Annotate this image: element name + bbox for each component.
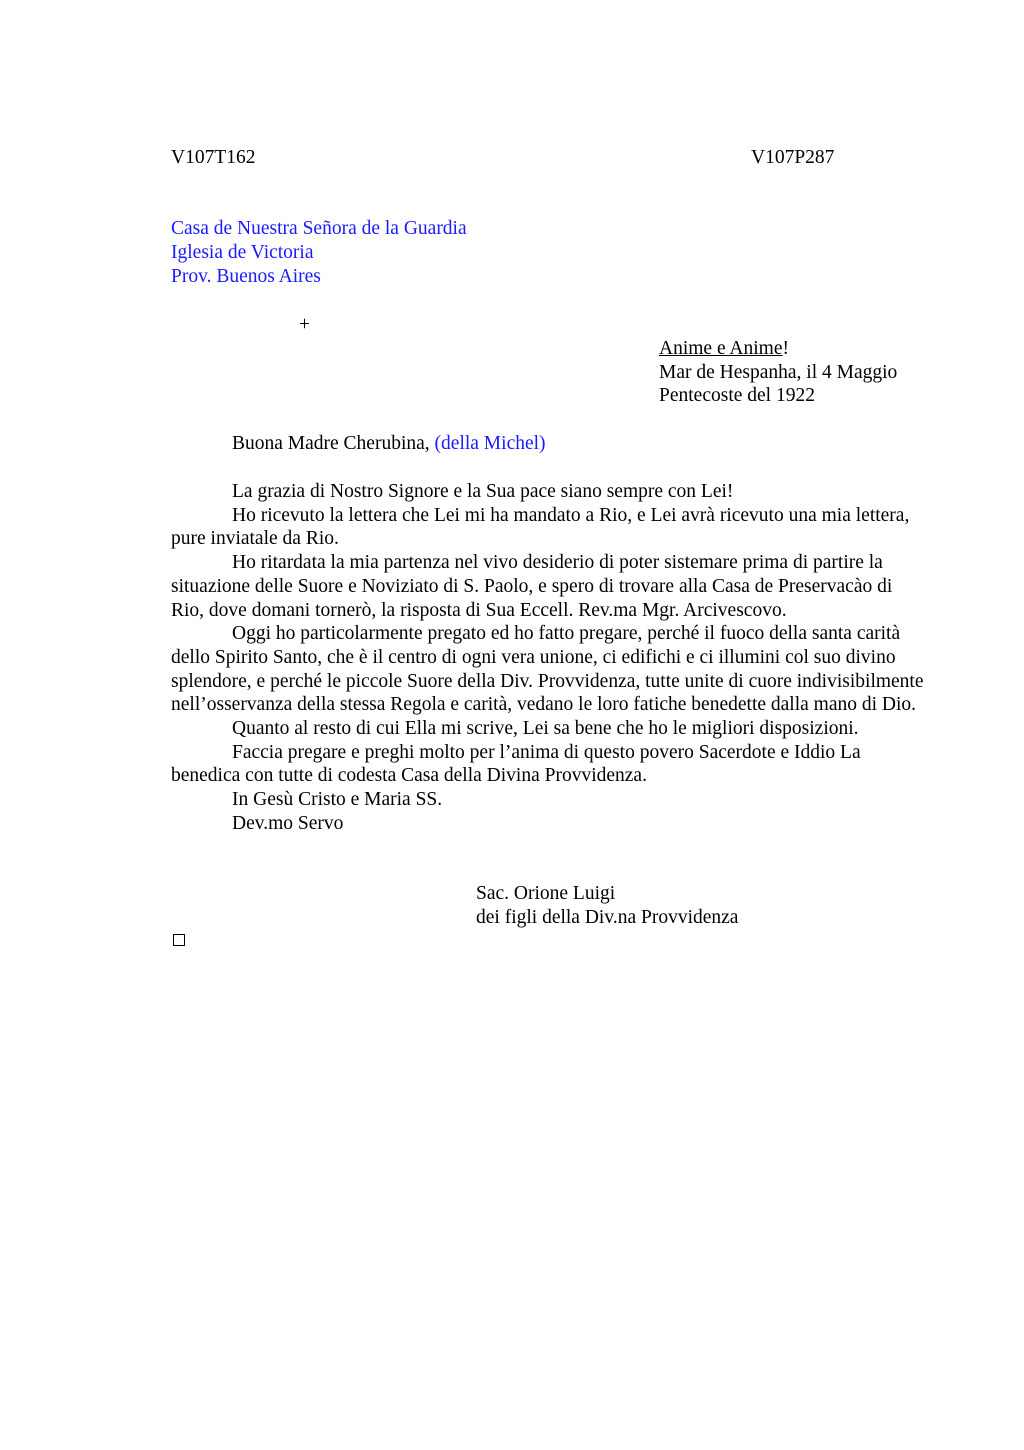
motto <box>659 337 789 361</box>
motto-suffix: ! <box>782 338 789 359</box>
cross-symbol: + <box>299 314 310 335</box>
paragraph: Faccia pregare e preghi molto per l’anima di questo povero Sacerdote e Iddio La benedica con tutte di codesta Casa della Divina Provvidenza. <box>171 741 861 787</box>
paragraph: Oggi ho particolarmente pregato ed ho fatto pregare, perché il fuoco della santa carità dello Spirito Santo, che è il centro di ogni vera unione, ci edifichi e ci illumini col suo divino splendore, e perché le piccole Suore della Div. Provvidenza, tutte unite di cuore indivisibilmente nell’osservanza della stessa Regola e carità, vedano le loro fatiche benedette dalla mano di Dio. <box>171 623 924 716</box>
paragraph: Dev.mo Servo <box>232 812 344 834</box>
motto-underlined: Anime e Anime <box>659 338 783 359</box>
letter-body <box>171 480 926 836</box>
checkbox-icon <box>173 934 185 946</box>
place-date: Mar de Hespanha, il 4 Maggio <box>659 362 898 383</box>
header-right-code: V107P287 <box>751 147 835 168</box>
paragraph: In Gesù Cristo e Maria SS. <box>232 789 443 811</box>
salutation-note: (della Michel) <box>434 433 546 454</box>
address-line-3: Prov. Buenos Aires <box>171 266 321 287</box>
address-line-1: Casa de Nuestra Señora de la Guardia <box>171 218 467 239</box>
header-left-code: V107T162 <box>171 147 256 168</box>
feast-date: Pentecoste del 1922 <box>659 385 815 406</box>
paragraph: Quanto al resto di cui Ella mi scrive, Lei sa bene che ho le migliori disposizioni. <box>232 718 859 740</box>
signature-name: Sac. Orione Luigi <box>476 883 616 904</box>
salutation <box>232 432 546 456</box>
address-line-2: Iglesia de Victoria <box>171 242 314 263</box>
salutation-text: Buona Madre Cherubina, <box>232 433 435 454</box>
paragraph: Ho ritardata la mia partenza nel vivo desiderio di poter sistemare prima di partire la situazione delle Suore e Noviziato di S. Paolo, e spero di trovare alla Casa de Preservacào di Rio, dove domani tornerò, la risposta di Sua Eccell. Rev.ma Mgr. Arcivescovo. <box>171 552 893 621</box>
signature-block <box>476 882 738 930</box>
signature-title: dei figli della Div.na Provvidenza <box>476 907 739 928</box>
paragraph: La grazia di Nostro Signore e la Sua pace siano sempre con Lei! <box>232 481 734 502</box>
paragraph: Ho ricevuto la lettera che Lei mi ha mandato a Rio, e Lei avrà ricevuto una mia lettera, pure inviatale da Rio. <box>171 504 910 550</box>
